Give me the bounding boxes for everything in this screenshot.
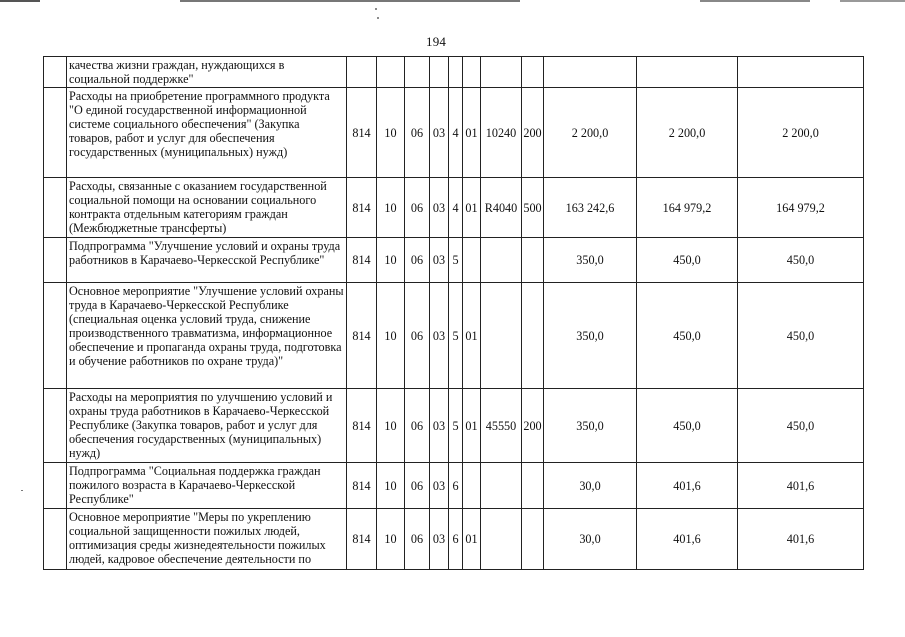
csr-subprogram-code: 5	[449, 238, 463, 283]
section-code: 10	[377, 463, 405, 509]
section-code	[377, 57, 405, 88]
table-row	[44, 509, 864, 570]
amount-year-2: 401,6	[637, 463, 738, 509]
margin-cell	[44, 283, 67, 389]
expense-type-code: 500	[522, 178, 544, 238]
csr-subprogram-code: 6	[449, 509, 463, 570]
amount-year-1: 30,0	[544, 463, 637, 509]
ved-code: 814	[347, 88, 377, 178]
row-name: Подпрограмма "Улучшение условий и охраны труда работников в Карачаево-Черкесской Республике"	[67, 238, 347, 283]
section-code: 10	[377, 509, 405, 570]
subsection-code: 06	[405, 509, 430, 570]
csr-subprogram-code: 5	[449, 283, 463, 389]
csr-event-code: 01	[463, 509, 481, 570]
ved-code: 814	[347, 509, 377, 570]
csr-subprogram-code: 5	[449, 389, 463, 463]
csr-event-code: 01	[463, 283, 481, 389]
amount-year-2: 164 979,2	[637, 178, 738, 238]
amount-year-3: 450,0	[738, 283, 864, 389]
table-row	[44, 88, 864, 178]
expense-type-code	[522, 509, 544, 570]
amount-year-1: 350,0	[544, 238, 637, 283]
amount-year-2: 401,6	[637, 509, 738, 570]
ved-code: 814	[347, 178, 377, 238]
amount-year-2: 450,0	[637, 283, 738, 389]
csr-event-code	[463, 463, 481, 509]
amount-year-2: 450,0	[637, 238, 738, 283]
csr-subprogram-code: 6	[449, 463, 463, 509]
amount-year-3: 450,0	[738, 389, 864, 463]
amount-year-1: 350,0	[544, 389, 637, 463]
amount-year-3: 401,6	[738, 463, 864, 509]
subsection-code: 06	[405, 238, 430, 283]
subsection-code	[405, 57, 430, 88]
section-code: 10	[377, 238, 405, 283]
amount-year-1: 163 242,6	[544, 178, 637, 238]
page-number: 194	[426, 34, 447, 49]
csr-direction-code: 45550	[481, 389, 522, 463]
subsection-code: 06	[405, 178, 430, 238]
expense-type-code	[522, 238, 544, 283]
table-row	[44, 389, 864, 463]
amount-year-3	[738, 57, 864, 88]
scan-speck	[21, 490, 23, 491]
csr-subprogram-code: 4	[449, 178, 463, 238]
row-name: Основное мероприятие "Улучшение условий охраны труда в Карачаево-Черкесской Республике (специальная оценка условий труда, снижение производственного травматизма, информационное обеспечение и пропаганда охраны труда, подготовка и обучение работников по охране труда)"	[67, 283, 347, 389]
subsection-code: 06	[405, 463, 430, 509]
csr-program-code: 03	[430, 238, 449, 283]
section-code: 10	[377, 389, 405, 463]
section-code: 10	[377, 283, 405, 389]
csr-event-code	[463, 57, 481, 88]
expense-type-code: 200	[522, 88, 544, 178]
table-row	[44, 178, 864, 238]
expense-type-code	[522, 283, 544, 389]
row-name: качества жизни граждан, нуждающихся в социальной поддержке"	[67, 57, 347, 88]
margin-cell	[44, 509, 67, 570]
csr-program-code: 03	[430, 283, 449, 389]
ved-code: 814	[347, 463, 377, 509]
ved-code: 814	[347, 283, 377, 389]
subsection-code: 06	[405, 389, 430, 463]
csr-program-code	[430, 57, 449, 88]
csr-subprogram-code: 4	[449, 88, 463, 178]
csr-program-code: 03	[430, 389, 449, 463]
amount-year-3: 164 979,2	[738, 178, 864, 238]
amount-year-1: 350,0	[544, 283, 637, 389]
section-code: 10	[377, 88, 405, 178]
csr-direction-code: R4040	[481, 178, 522, 238]
ved-code: 814	[347, 389, 377, 463]
csr-direction-code	[481, 509, 522, 570]
table-row	[44, 57, 864, 88]
csr-direction-code	[481, 238, 522, 283]
csr-program-code: 03	[430, 509, 449, 570]
scan-edge-line	[0, 0, 905, 2]
csr-event-code: 01	[463, 389, 481, 463]
csr-direction-code	[481, 283, 522, 389]
scan-speck	[375, 8, 377, 10]
csr-direction-code	[481, 57, 522, 88]
csr-program-code: 03	[430, 88, 449, 178]
table-row	[44, 463, 864, 509]
ved-code	[347, 57, 377, 88]
expense-type-code: 200	[522, 389, 544, 463]
section-code: 10	[377, 178, 405, 238]
margin-cell	[44, 463, 67, 509]
amount-year-2: 2 200,0	[637, 88, 738, 178]
budget-table	[43, 56, 864, 570]
row-name: Расходы на приобретение программного продукта "О единой государственной информационной системе социального обеспечения" (Закупка товаров, работ и услуг для обеспечения государственных (муниципальных) нужд)	[67, 88, 347, 178]
row-name: Подпрограмма "Социальная поддержка граждан пожилого возраста в Карачаево-Черкесской Республике"	[67, 463, 347, 509]
table-row	[44, 283, 864, 389]
csr-program-code: 03	[430, 178, 449, 238]
margin-cell	[44, 389, 67, 463]
table-row	[44, 238, 864, 283]
csr-event-code: 01	[463, 88, 481, 178]
subsection-code: 06	[405, 283, 430, 389]
amount-year-2: 450,0	[637, 389, 738, 463]
amount-year-1: 30,0	[544, 509, 637, 570]
csr-event-code	[463, 238, 481, 283]
ved-code: 814	[347, 238, 377, 283]
margin-cell	[44, 88, 67, 178]
row-name: Расходы на мероприятия по улучшению условий и охраны труда работников в Карачаево-Черкесской Республике (Закупка товаров, работ и услуг для обеспечения государственных (муниципальных) нужд)	[67, 389, 347, 463]
margin-cell	[44, 57, 67, 88]
amount-year-1: 2 200,0	[544, 88, 637, 178]
csr-subprogram-code	[449, 57, 463, 88]
amount-year-2	[637, 57, 738, 88]
csr-direction-code: 10240	[481, 88, 522, 178]
margin-cell	[44, 178, 67, 238]
amount-year-1	[544, 57, 637, 88]
amount-year-3: 450,0	[738, 238, 864, 283]
csr-program-code: 03	[430, 463, 449, 509]
row-name: Расходы, связанные с оказанием государственной социальной помощи на основании социального контракта отдельным категориям граждан (Межбюджетные трансферты)	[67, 178, 347, 238]
scan-speck	[377, 17, 379, 19]
csr-direction-code	[481, 463, 522, 509]
amount-year-3: 401,6	[738, 509, 864, 570]
expense-type-code	[522, 57, 544, 88]
expense-type-code	[522, 463, 544, 509]
subsection-code: 06	[405, 88, 430, 178]
csr-event-code: 01	[463, 178, 481, 238]
margin-cell	[44, 238, 67, 283]
amount-year-3: 2 200,0	[738, 88, 864, 178]
row-name: Основное мероприятие "Меры по укреплению социальной защищенности пожилых людей, оптимизация среды жизнедеятельности пожилых людей, кадровое обеспечение деятельности по	[67, 509, 347, 570]
